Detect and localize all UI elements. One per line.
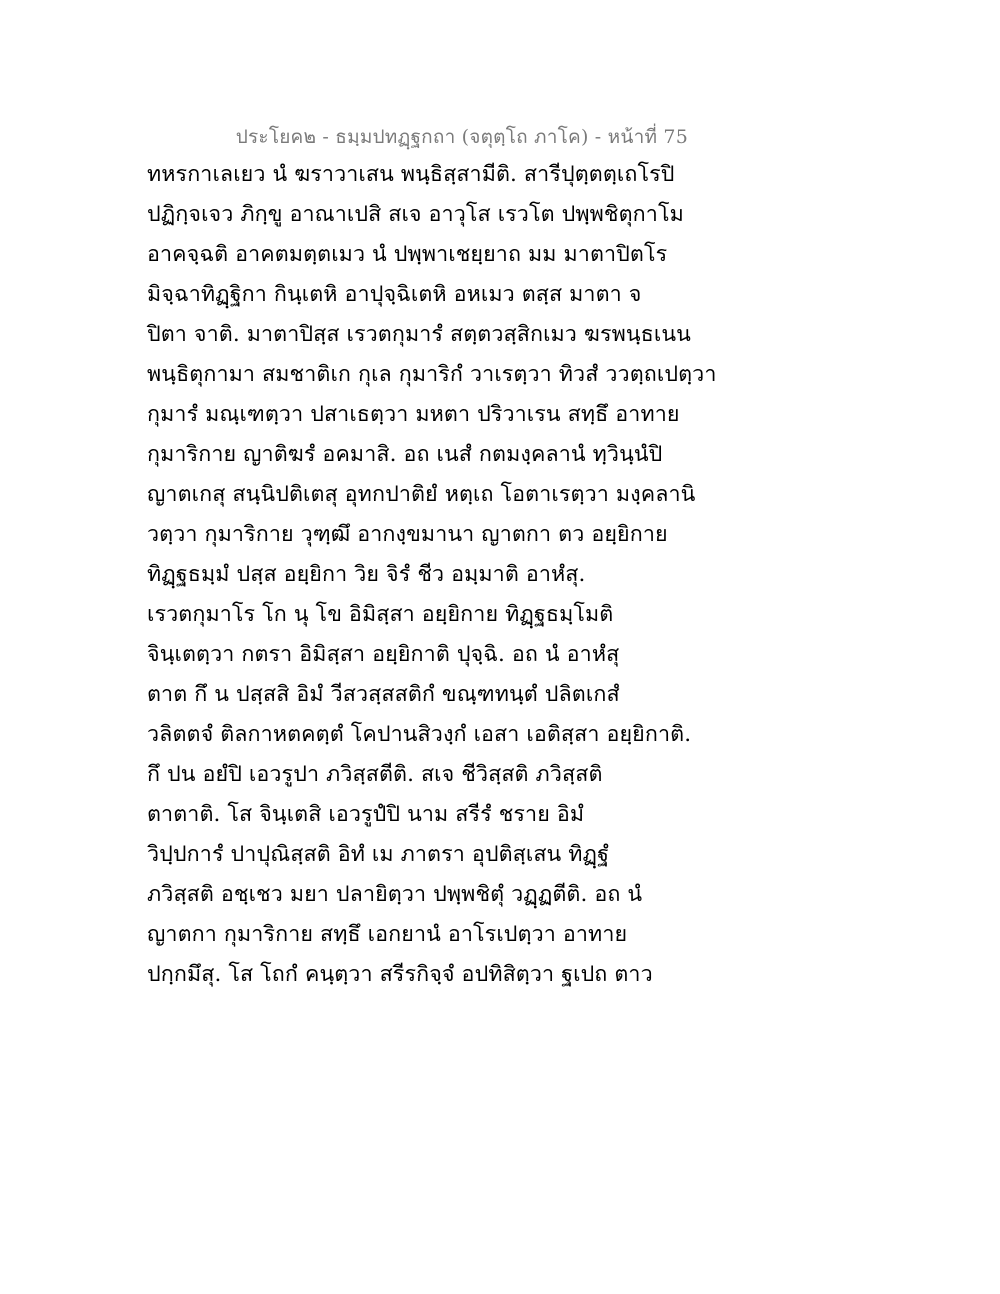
text-line: ตาต กึ น ปสฺสสิ อิมํ วีสวสฺสสติกํ ขณฺฑทนฺตํ ปลิตเกสํ (147, 682, 620, 707)
text-line: กุมาริกาย ญาติฆรํ อคมาสิ. อถ เนสํ กตมงฺคลานํ ทฺวินฺนํปิ (147, 442, 663, 467)
text-line: ปฏิกฺจเจว ภิกฺขู อาณาเปสิ สเจ อาวุโส เรวโต ปพฺพชิตุกาโม (147, 202, 684, 227)
text-line: พนฺธิตุกามา สมชาติเก กุเล กุมาริกํ วาเรตฺวา ทิวสํ ววตฺถเปตฺวา (147, 362, 717, 387)
text-line: ปิตา จาติ. มาตาปิสฺส เรวตกุมารํ สตฺตวสฺสิกเมว ฆรพนฺธเนน (147, 322, 691, 347)
text-line: ทหรกาเลเยว นํ ฆราวาเสน พนฺธิสฺสามีติ. สารีปุตฺตตฺเถโรปิ (147, 162, 675, 187)
text-line: จินฺเตตฺวา กตรา อิมิสฺสา อยฺยิกาติ ปุจฺฉิ. อถ นํ อาหํสุ (147, 642, 620, 667)
text-line: เรวตกุมาโร โก นุ โข อิมิสฺสา อยฺยิกาย ทิฏฺฐธมฺโมติ (147, 602, 614, 627)
text-line: กุมารํ มณฺเฑตฺวา ปสาเธตฺวา มหตา ปริวาเรน สทฺธึ อาทาย (147, 402, 680, 427)
text-line: วิปฺปการํ ปาปุณิสฺสติ อิทํ เม ภาตรา อุปติสฺเสน ทิฏฺฐํ (147, 842, 610, 867)
text-line: ญาตกา กุมาริกาย สทฺธึ เอกยานํ อาโรเปตฺวา อาทาย (147, 922, 628, 947)
text-line: กึ ปน อยํปิ เอวรูปา ภวิสฺสตีติ. สเจ ชีวิสฺสติ ภวิสฺสติ (147, 762, 603, 787)
text-line: วตฺวา กุมาริกาย วุฑฺฒึ อากงฺขมานา ญาตกา ตว อยฺยิกาย (147, 522, 668, 547)
body-text (147, 155, 717, 995)
text-line: วลิตตจํ ติลกาหตคตฺตํ โคปานสิวงฺกํ เอสา เอติสฺสา อยฺยิกาติ. (147, 722, 692, 747)
text-line: อาคจฺฉติ อาคตมตฺตเมว นํ ปพฺพาเชยฺยาถ มม มาตาปิตโร (147, 242, 668, 267)
text-line: ทิฏฺฐธมฺมํ ปสฺส อยฺยิกา วิย จิรํ ชีว อมฺมาติ อาหํสุ. (147, 562, 586, 587)
text-line: ภวิสฺสติ อชฺเชว มยา ปลายิตฺวา ปพฺพชิตุํ วฏฺฏตีติ. อถ นํ (147, 882, 643, 907)
text-line: ตาตาติ. โส จินฺเตสิ เอวรูปํปิ นาม สรีรํ ชราย อิมํ (147, 802, 585, 827)
text-line: มิจฺฉาทิฏฺฐิกา กินฺเตหิ อาปุจฺฉิเตหิ อหเมว ตสฺส มาตา จ (147, 282, 642, 307)
text-line: ปกฺกมึสุ. โส โถกํ คนฺตฺวา สรีรกิจฺจํ อปทิสิตฺวา ฐเปถ ตาว (147, 962, 653, 987)
running-header: ประโยค๒ - ธมฺมปทฏฺฐกถา (จตุตฺโถ ภาโค) - หน้าที่ 75 (235, 126, 688, 148)
text-line: ญาตเกสุ สนฺนิปติเตสุ อุทกปาติยํ หตฺเถ โอตาเรตฺวา มงฺคลานิ (147, 482, 696, 507)
